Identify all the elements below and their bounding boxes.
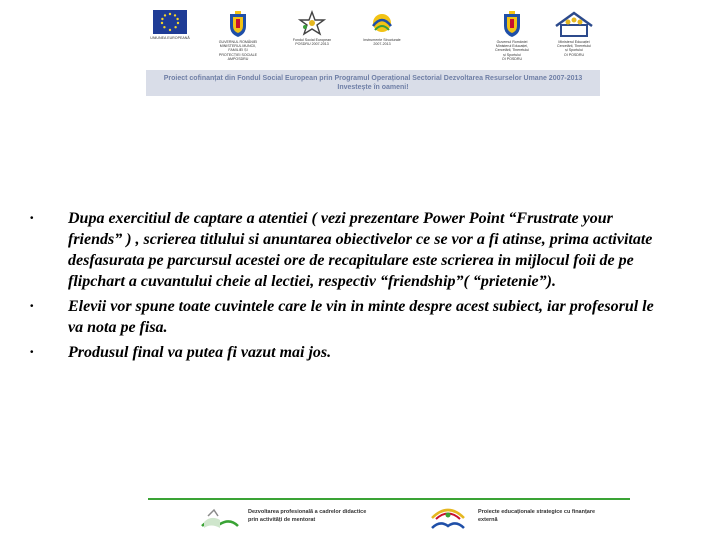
romania-coat-of-arms-icon-2 xyxy=(500,10,524,38)
book-rainbow-icon xyxy=(428,506,468,532)
logo-caption: GUVERNUL ROMÂNIEI MINISTERUL MUNCII, FAMILIEI ȘI PROTECȚIEI SOCIALE AMPOSDRU xyxy=(218,40,258,61)
logo-caption: Ministerul Educației Cercetării, Tineretului și Sportului OI POSDRU xyxy=(557,40,591,57)
romania-coat-of-arms-icon xyxy=(226,10,250,38)
romania-government-logo xyxy=(208,10,268,61)
eu-flag-icon xyxy=(153,10,187,34)
logo-caption: UNIUNEA EUROPEANĂ xyxy=(150,36,190,40)
structural-instruments-logo-icon xyxy=(365,10,399,36)
footer-right-logo xyxy=(428,506,468,536)
logo-caption: Guvernul României Ministerul Educației, Cercetării, Tineretului și Sportului OI POSDRU xyxy=(495,40,529,61)
funding-banner xyxy=(146,70,600,96)
bullet-icon: • xyxy=(30,347,34,358)
bullet-icon: • xyxy=(30,213,34,224)
logo-caption: Instrumente Structurale 2007-2013 xyxy=(363,38,401,47)
romania-government-logo-2 xyxy=(482,10,542,61)
ministry-education-logo xyxy=(544,10,604,57)
bullet-list xyxy=(30,208,670,367)
footer-right-text: Proiecte educaționale strategice cu finanțare externă xyxy=(478,509,596,523)
footer-left-logo xyxy=(198,506,242,536)
bullet-icon: • xyxy=(30,301,34,312)
list-item xyxy=(30,342,670,363)
ministry-education-logo-icon xyxy=(553,10,595,38)
fse-logo xyxy=(282,10,342,46)
list-item xyxy=(30,208,670,292)
list-item-text: Elevii vor spune toate cuvintele care le vin in minte despre acest subiect, iar profesorul le va nota pe fisa. xyxy=(68,298,654,336)
banner-line-2: Investește în oameni! xyxy=(337,84,409,91)
list-item-text: Dupa exercitiul de captare a atentiei ( vezi prezentare Power Point “Frustrate your friends” ) , scrierea titlului si anuntarea obiectivelor ce se vor a fi atinse, prima activitate desfasurata pe parcursul acestei ore de recapitulare este scrierea in mijlocul foii de pe flipchart a cuvantului cheie al lectiei, respectiv “friendship”( “prietenie”). xyxy=(68,210,653,290)
footer-rule xyxy=(148,498,630,500)
fse-star-logo-icon xyxy=(297,10,327,36)
logo-caption: Fondul Social European POSDRU 2007-2013 xyxy=(292,38,332,47)
list-item-text: Produsul final va putea fi vazut mai jos. xyxy=(68,344,332,361)
list-item xyxy=(30,296,670,338)
footer-left-text: Dezvoltarea profesională a cadrelor didactice prin activități de mentorat xyxy=(248,509,367,523)
logo-strip xyxy=(140,10,602,68)
open-book-icon xyxy=(198,506,242,532)
banner-line-1: Proiect cofinanțat din Fondul Social European prin Programul Operațional Sectorial Dezvoltarea Resurselor Umane 2007-2013 xyxy=(163,75,583,82)
eu-flag-logo xyxy=(140,10,200,40)
structural-instruments-logo xyxy=(352,10,412,46)
